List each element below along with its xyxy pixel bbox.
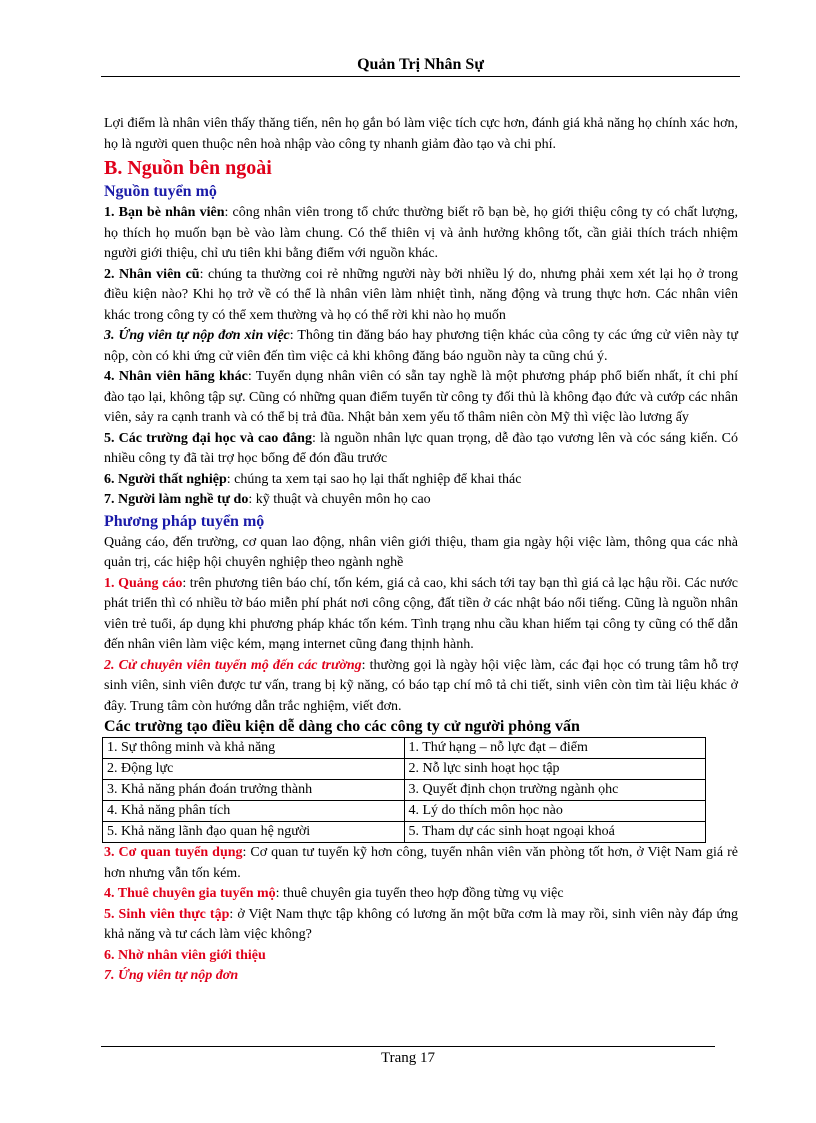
source-item-2 — [104, 265, 738, 327]
source-item-7 — [104, 490, 738, 511]
table-row — [103, 780, 706, 801]
source-item-label: 1. Bạn bè nhân viên — [104, 205, 225, 220]
method-item-text: : Cơ quan tư tuyển kỹ hơn công, tuyển nhân viên văn phòng tốt hơn, ở Việt Nam giá rẻ hơn nhưng vẫn tốn kém. — [104, 845, 738, 881]
method-item-text: : trên phương tiên báo chí, tốn kém, giá cả cao, khi sách tới tay bạn thì giá cả lạc hậu rồi. Các nước phát triển thì có nhiều tờ báo miễn phí phát nơi công cộng, đất tiền ở các nhật báo nổi tiếng. Cũng là nguồn nhân viên trẻ tuổi, áp dụng khi phương pháp khác tốn kém. Tình trạng nhu cầu khan hiếm tại công ty cũng có thể dẫn đến nhân viên làm việc kém, mạng internet cũng đang thịnh hành. — [104, 575, 738, 652]
source-item-label: 5. Các trường đại học và cao đẳng — [104, 430, 312, 446]
section-b-heading: B. Nguồn bên ngoài — [104, 157, 272, 179]
table-cell: 5. Khả năng lãnh đạo quan hệ người — [103, 822, 405, 843]
source-item-6 — [104, 470, 738, 491]
method-item-6 — [104, 946, 738, 967]
method-item-label: 3. Cơ quan tuyển dụng — [104, 845, 243, 860]
source-item-text: : Tuyển dụng nhân viên có sẵn tay nghề là một phương pháp phổ biến nhất, ít chi phí đào tạo lại, không tập sự. Cũng có những quan điểm tuyển từ công ty đối thủ là không đạo đức và cướp các nhân viên, sảy ra cạnh tranh và có thể bị trả đũa. Nhật bản xem yếu tố thâm niên còn Mỹ thì việc lào lương ấy — [104, 369, 738, 425]
method-item-3 — [104, 843, 738, 884]
method-item-text: : thường gọi là ngày hội việc làm, các đại học có trung tâm hỗ trợ sinh viên, sinh viên được tư vấn, trang bị kỹ năng, có báo tạp chí mô tả chi tiết, sinh viên còn tìm tài liệu khác ở đây. Trung tâm còn hướng dẫn trắc nghiệm, viết đơn. — [104, 657, 738, 714]
table-row — [103, 801, 706, 822]
source-item-1 — [104, 203, 738, 265]
method-item-label: 1. Quảng cáo — [104, 575, 183, 591]
source-item-label: 6. Người thất nghiệp — [104, 471, 227, 487]
table-cell: 3. Quyết định chọn trường ngành ọhc — [404, 780, 706, 801]
table-cell: 2. Động lực — [103, 759, 405, 780]
document-body — [104, 114, 738, 987]
source-item-label: 4. Nhân viên hãng khác — [104, 369, 248, 384]
method-item-text: : ở Việt Nam thực tập không có lương ăn một bữa cơm là may rồi, sinh viên này đáp ứng khả năng và tư cách làm việc không? — [104, 906, 738, 942]
footer-rule — [101, 1046, 715, 1047]
method-item-label: 6. Nhờ nhân viên giới thiệu — [104, 947, 266, 963]
page-header-title: Quản Trị Nhân Sự — [357, 56, 484, 73]
method-item-2 — [104, 656, 738, 718]
table-cell: 4. Khả năng phân tích — [103, 801, 405, 822]
methods-heading: Phương pháp tuyển mộ — [104, 512, 265, 530]
header-rule — [101, 76, 740, 77]
table-row — [103, 759, 706, 780]
criteria-table — [102, 737, 706, 843]
source-item-text: : là nguồn nhân lực quan trọng, dễ đào tạo vương lên và cóc sáng kiến. Có nhiều công ty đã tài trợ học bổng để đón đầu trước — [104, 430, 738, 466]
source-item-text: : chúng ta thường coi rẻ những người này bởi nhiều lý do, nhưng phải xem xét lại họ ở trong điều kiện nào? Khi họ trở về có thể là nhân viên làm nhiệt tình, năng động và trung thực hơn. Các nhân viên khác trong công ty có thể xem thường và họ có thể rời khi nào họ muốn — [104, 266, 738, 323]
sources-heading: Nguồn tuyển mộ — [104, 183, 217, 200]
method-item-label: 4. Thuê chuyên gia tuyển mộ — [104, 886, 276, 901]
method-item-5 — [104, 905, 738, 946]
table-row — [103, 738, 706, 759]
method-item-label: 7. Ứng viên tự nộp đơn — [104, 968, 239, 983]
table-cell: 5. Tham dự các sinh hoạt ngoại khoá — [404, 822, 706, 843]
intro-paragraph: Lợi điểm là nhân viên thấy thăng tiến, nên họ gắn bó làm việc tích cực hơn, đánh giá khả năng họ chính xác hơn, họ là người quen thuộc nên hoà nhập vào công ty nhanh giảm đào tạo và chi phí. — [104, 116, 738, 152]
source-item-text: : kỹ thuật và chuyên môn họ cao — [248, 492, 431, 507]
source-item-label: 7. Người làm nghề tự do — [104, 492, 249, 507]
methods-intro: Quảng cáo, đến trường, cơ quan lao động, nhân viên giới thiệu, tham gia ngày hội việc làm, thông qua các nhà quản trị, các hiệp hội chuyên nghiệp theo ngành nghề — [104, 534, 738, 570]
table-cell: 1. Thứ hạng – nỗ lực đạt – điểm — [404, 738, 706, 759]
table-cell: 4. Lý do thích môn học nào — [404, 801, 706, 822]
method-item-label: 2. Cử chuyên viên tuyển mộ đến các trường — [104, 657, 362, 673]
method-item-text: : thuê chuyên gia tuyển theo hợp đồng từng vụ việc — [275, 886, 564, 901]
page-number: Trang 17 — [380, 1050, 436, 1066]
table-row — [103, 822, 706, 843]
source-item-label: 2. Nhân viên cũ — [104, 266, 200, 282]
source-item-text: : Thông tin đăng báo hay phương tiện khác của công ty các ứng cử viên này tự nộp, còn có khi ứng cử viên đến tìm việc cả khi không đăng báo nguồn này ta cũng chú ý. — [104, 328, 738, 364]
method-item-4 — [104, 884, 738, 905]
method-item-1 — [104, 574, 738, 656]
table-title: Các trường tạo điều kiện dễ dàng cho các công ty cử người phỏng vấn — [104, 718, 580, 735]
source-item-5 — [104, 429, 738, 470]
source-item-label: 3. Ứng viên tự nộp đơn xin việc — [104, 328, 290, 343]
source-item-3 — [104, 326, 738, 367]
table-cell: 1. Sự thông minh và khả năng — [103, 738, 405, 759]
source-item-text: : chúng ta xem tại sao họ lại thất nghiệp để khai thác — [226, 471, 522, 487]
table-cell: 2. Nỗ lực sinh hoạt học tập — [404, 759, 706, 780]
source-item-4 — [104, 367, 738, 429]
table-cell: 3. Khả năng phán đoán trưởng thành — [103, 780, 405, 801]
method-item-7 — [104, 966, 738, 987]
method-item-label: 5. Sinh viên thực tập — [104, 906, 230, 922]
source-item-text: : công nhân viên trong tổ chức thường biết rõ bạn bè, họ giới thiệu công ty có chất lượng, họ thích họ muốn bạn bè vào làm chung. Có thể thiên vị và ảnh hưởng không tốt, cần giải thích trách nhiệm người giới thiệu, chỉ ưu tiên khi bằng điểm với nguồn khác. — [104, 205, 738, 261]
